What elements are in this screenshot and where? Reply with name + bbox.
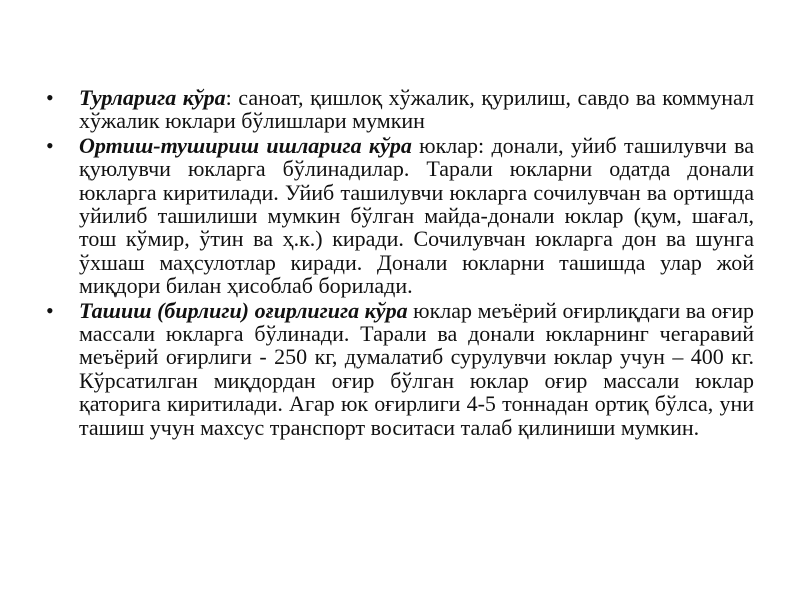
bullet-marker: •	[46, 132, 54, 158]
bullet-term: Ортиш-тушириш ишларига кўра	[79, 132, 412, 158]
bullet-marker: •	[46, 297, 54, 323]
bullet-list	[46, 86, 754, 440]
bullet-item-types	[46, 86, 754, 133]
bullet-item-weight	[46, 299, 754, 439]
bullet-text: юклар меъёрий оғирлиқдаги ва оғир массали юкларга бўлинади. Тарали ва донали юкларнинг чегаравий меъёрий оғирлиги - 250 кг, думалатиб сурулувчи юклар учун – 400 кг. Кўрсатилган миқдордан оғир бўлган юклар оғир массали юклар қаторига киритилади. Агар юк оғирлиги 4-5 тоннадан ортиқ бўлса, уни ташиш учун махсус транспорт воситаси талаб қилиниши мумкин.	[79, 297, 754, 440]
bullet-text: : саноат, қишлоқ хўжалик, қурилиш, савдо ва коммунал хўжалик юклари бўлишлари мумкин	[79, 85, 754, 134]
bullet-marker: •	[46, 85, 54, 110]
bullet-text: юклар: донали, уйиб ташилувчи ва қуюлувчи юкларга бўлинадилар. Тарали юкларни одатда донали юкларга киритилади. Уйиб ташилувчи юкларга сочилувчан ва ортишда уйилиб ташилиши мумкин бўлган майда-донали юклар (қум, шағал, тош кўмир, ўтин ва ҳ.к.) киради. Сочилувчан юкларга дон ва шунга ўхшаш маҳсулотлар киради. Донали юкларни ташишда улар жой миқдори билан ҳисоблаб борилади.	[79, 132, 754, 299]
bullet-term: Турларига кўра	[79, 85, 226, 110]
bullet-term: Ташиш (бирлиги) оғирлигига кўра	[79, 297, 408, 323]
bullet-item-handling	[46, 134, 754, 298]
